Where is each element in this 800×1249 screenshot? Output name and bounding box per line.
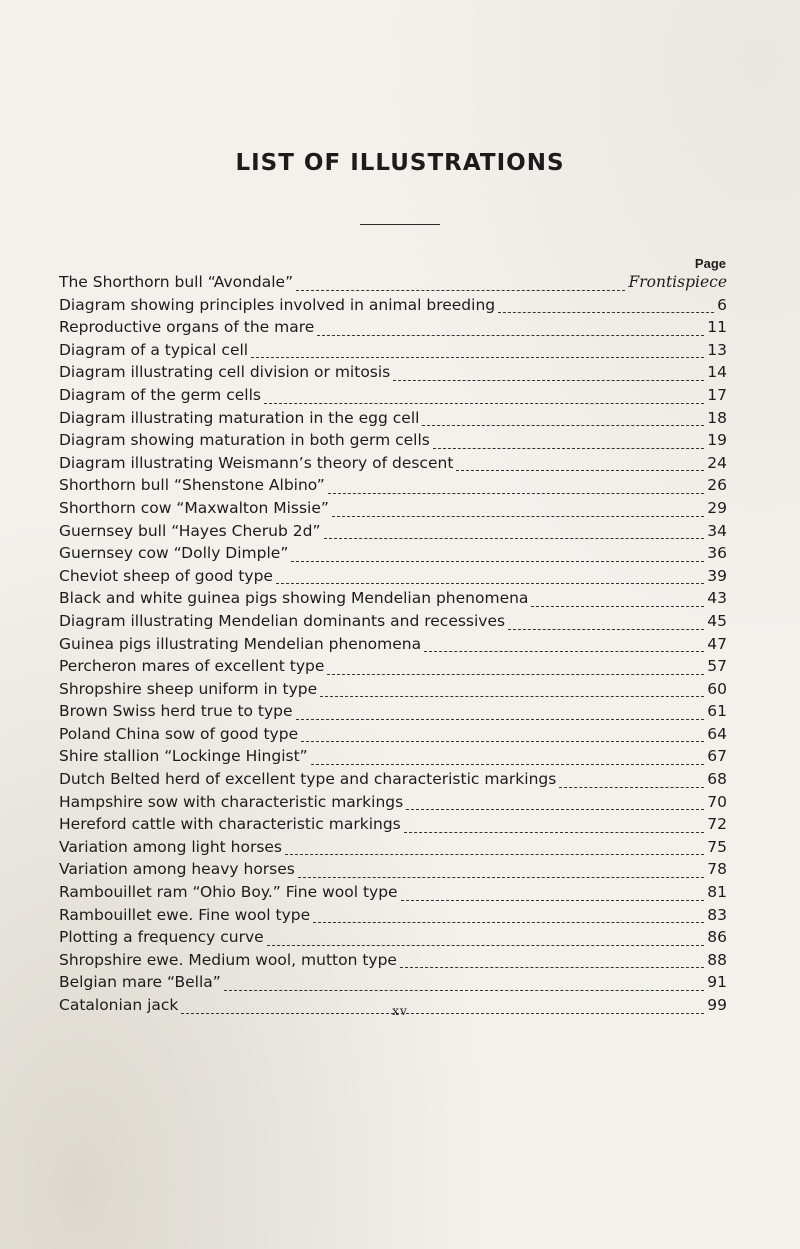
illustration-page-number: 26 — [707, 476, 727, 495]
illustration-title: Diagram illustrating maturation in the egg cell — [59, 408, 420, 427]
illustration-title: Guernsey cow “Dolly Dimple” — [59, 544, 289, 563]
list-item — [59, 476, 727, 499]
list-item — [59, 635, 727, 658]
illustration-title: Black and white guinea pigs showing Mendelian phenomena — [59, 589, 529, 608]
illustration-title: Rambouillet ram “Ohio Boy.” Fine wool type — [59, 883, 398, 902]
illustration-page-number: 60 — [707, 679, 727, 698]
dot-leader — [285, 854, 704, 855]
illustration-page-number: 29 — [707, 498, 727, 517]
illustrations-list — [59, 273, 727, 1019]
illustration-title: Hampshire sow with characteristic markings — [59, 792, 404, 811]
illustration-page-number: 17 — [707, 385, 727, 404]
dot-leader — [531, 606, 704, 607]
illustration-page-number: 68 — [707, 770, 727, 789]
illustration-page-number: 88 — [707, 950, 727, 969]
dot-leader — [267, 945, 705, 946]
list-item — [59, 883, 727, 906]
illustration-title: Diagram of a typical cell — [59, 340, 249, 359]
list-item — [59, 431, 727, 454]
illustration-title: Belgian mare “Bella” — [59, 973, 221, 992]
illustration-title: Shorthorn bull “Shenstone Albino” — [59, 476, 325, 495]
illustration-page-number: 45 — [707, 611, 727, 630]
list-item — [59, 725, 727, 748]
dot-leader — [251, 357, 704, 358]
illustration-page-number: 57 — [707, 657, 727, 676]
illustration-title: Cheviot sheep of good type — [59, 566, 273, 585]
list-item — [59, 815, 727, 838]
list-item — [59, 341, 727, 364]
page-title: LIST OF ILLUSTRATIONS — [235, 150, 565, 176]
illustration-page-number: 34 — [707, 521, 727, 540]
dot-leader — [264, 403, 704, 404]
illustration-title: Shire stallion “Lockinge Hingist” — [59, 747, 308, 766]
illustration-page-number: 36 — [707, 544, 727, 563]
illustration-title: Brown Swiss herd true to type — [59, 702, 293, 721]
illustration-title: Poland China sow of good type — [59, 724, 299, 743]
dot-leader — [406, 809, 704, 810]
list-item — [59, 973, 727, 996]
illustration-page-number: 18 — [707, 408, 727, 427]
list-item — [59, 296, 727, 319]
list-item — [59, 657, 727, 680]
illustration-page-number: 78 — [707, 860, 727, 879]
list-item — [59, 409, 727, 432]
illustration-page-number: 72 — [707, 815, 727, 834]
list-item — [59, 318, 727, 341]
dot-leader — [508, 629, 704, 630]
list-item — [59, 770, 727, 793]
dot-leader — [224, 990, 704, 991]
illustration-page-number: 19 — [707, 431, 727, 450]
illustration-title: Diagram illustrating Weismann’s theory of descent — [59, 453, 454, 472]
dot-leader — [296, 719, 705, 720]
illustration-page-number: 86 — [707, 928, 727, 947]
dot-leader — [559, 787, 704, 788]
list-item — [59, 567, 727, 590]
illustration-page-number: 64 — [707, 724, 727, 743]
illustration-page-number: 47 — [707, 634, 727, 653]
dot-leader — [298, 877, 704, 878]
dot-leader — [328, 493, 704, 494]
dot-leader — [311, 764, 705, 765]
illustration-page-number: 11 — [707, 318, 727, 337]
list-item — [59, 702, 727, 725]
dot-leader — [393, 380, 704, 381]
list-item — [59, 928, 727, 951]
list-item — [59, 793, 727, 816]
dot-leader — [291, 561, 704, 562]
title-divider — [360, 224, 440, 225]
list-item — [59, 454, 727, 477]
list-item — [59, 589, 727, 612]
dot-leader — [301, 741, 704, 742]
list-item — [59, 499, 727, 522]
illustration-page-number: 39 — [707, 566, 727, 585]
illustration-page-number: 67 — [707, 747, 727, 766]
illustration-page-number: 6 — [717, 295, 727, 314]
list-item — [59, 273, 727, 296]
illustration-title: Hereford cattle with characteristic markings — [59, 815, 401, 834]
illustration-page-number: Frontispiece — [628, 273, 727, 291]
illustration-title: Shorthorn cow “Maxwalton Missie” — [59, 498, 329, 517]
illustration-page-number: 13 — [707, 340, 727, 359]
dot-leader — [433, 448, 704, 449]
illustration-title: Guinea pigs illustrating Mendelian phenomena — [59, 634, 422, 653]
dot-leader — [324, 538, 705, 539]
illustration-page-number: 43 — [707, 589, 727, 608]
dot-leader — [404, 832, 705, 833]
illustration-title: Diagram illustrating Mendelian dominants and recessives — [59, 611, 506, 630]
illustration-title: Variation among light horses — [59, 837, 283, 856]
illustration-title: Diagram illustrating cell division or mitosis — [59, 363, 391, 382]
illustration-page-number: 83 — [707, 905, 727, 924]
illustration-page-number: 70 — [707, 792, 727, 811]
dot-leader — [424, 651, 704, 652]
dot-leader — [400, 967, 704, 968]
page-column-heading: Page — [694, 256, 726, 271]
dot-leader — [313, 922, 704, 923]
illustration-title: Guernsey bull “Hayes Cherub 2d” — [59, 521, 321, 540]
list-item — [59, 747, 727, 770]
illustration-page-number: 75 — [707, 837, 727, 856]
illustration-title: Reproductive organs of the mare — [59, 318, 315, 337]
dot-leader — [317, 335, 704, 336]
dot-leader — [327, 674, 704, 675]
illustration-page-number: 99 — [707, 996, 727, 1014]
illustration-title: Percheron mares of excellent type — [59, 657, 325, 676]
dot-leader — [332, 516, 704, 517]
illustration-page-number: 91 — [707, 973, 727, 992]
illustration-title: Diagram showing principles involved in animal breeding — [59, 295, 496, 314]
illustration-page-number: 14 — [707, 363, 727, 382]
illustration-title: Variation among heavy horses — [59, 860, 295, 879]
dot-leader — [276, 583, 704, 584]
dot-leader — [320, 696, 704, 697]
illustration-title: Plotting a frequency curve — [59, 928, 264, 947]
illustration-page-number: 81 — [707, 883, 727, 902]
illustration-title: Rambouillet ewe. Fine wool type — [59, 905, 311, 924]
list-item — [59, 838, 727, 861]
list-item — [59, 386, 727, 409]
illustration-page-number: 24 — [707, 453, 727, 472]
illustration-title: The Shorthorn bull “Avondale” — [59, 273, 294, 291]
illustration-title: Diagram showing maturation in both germ cells — [59, 431, 430, 450]
dot-leader — [401, 900, 705, 901]
dot-leader — [456, 470, 704, 471]
list-item — [59, 363, 727, 386]
page-number: xv — [392, 1004, 408, 1018]
list-item — [59, 544, 727, 567]
list-item — [59, 860, 727, 883]
list-item — [59, 906, 727, 929]
illustration-title: Catalonian jack — [59, 996, 179, 1014]
illustration-title: Shropshire ewe. Medium wool, mutton type — [59, 950, 397, 969]
dot-leader — [498, 312, 714, 313]
illustration-page-number: 61 — [707, 702, 727, 721]
list-item — [59, 951, 727, 974]
illustration-title: Shropshire sheep uniform in type — [59, 679, 318, 698]
list-item — [59, 612, 727, 635]
list-item — [59, 522, 727, 545]
dot-leader — [296, 290, 625, 291]
illustration-title: Diagram of the germ cells — [59, 385, 261, 404]
list-item — [59, 680, 727, 703]
illustration-title: Dutch Belted herd of excellent type and characteristic markings — [59, 770, 557, 789]
dot-leader — [422, 425, 704, 426]
